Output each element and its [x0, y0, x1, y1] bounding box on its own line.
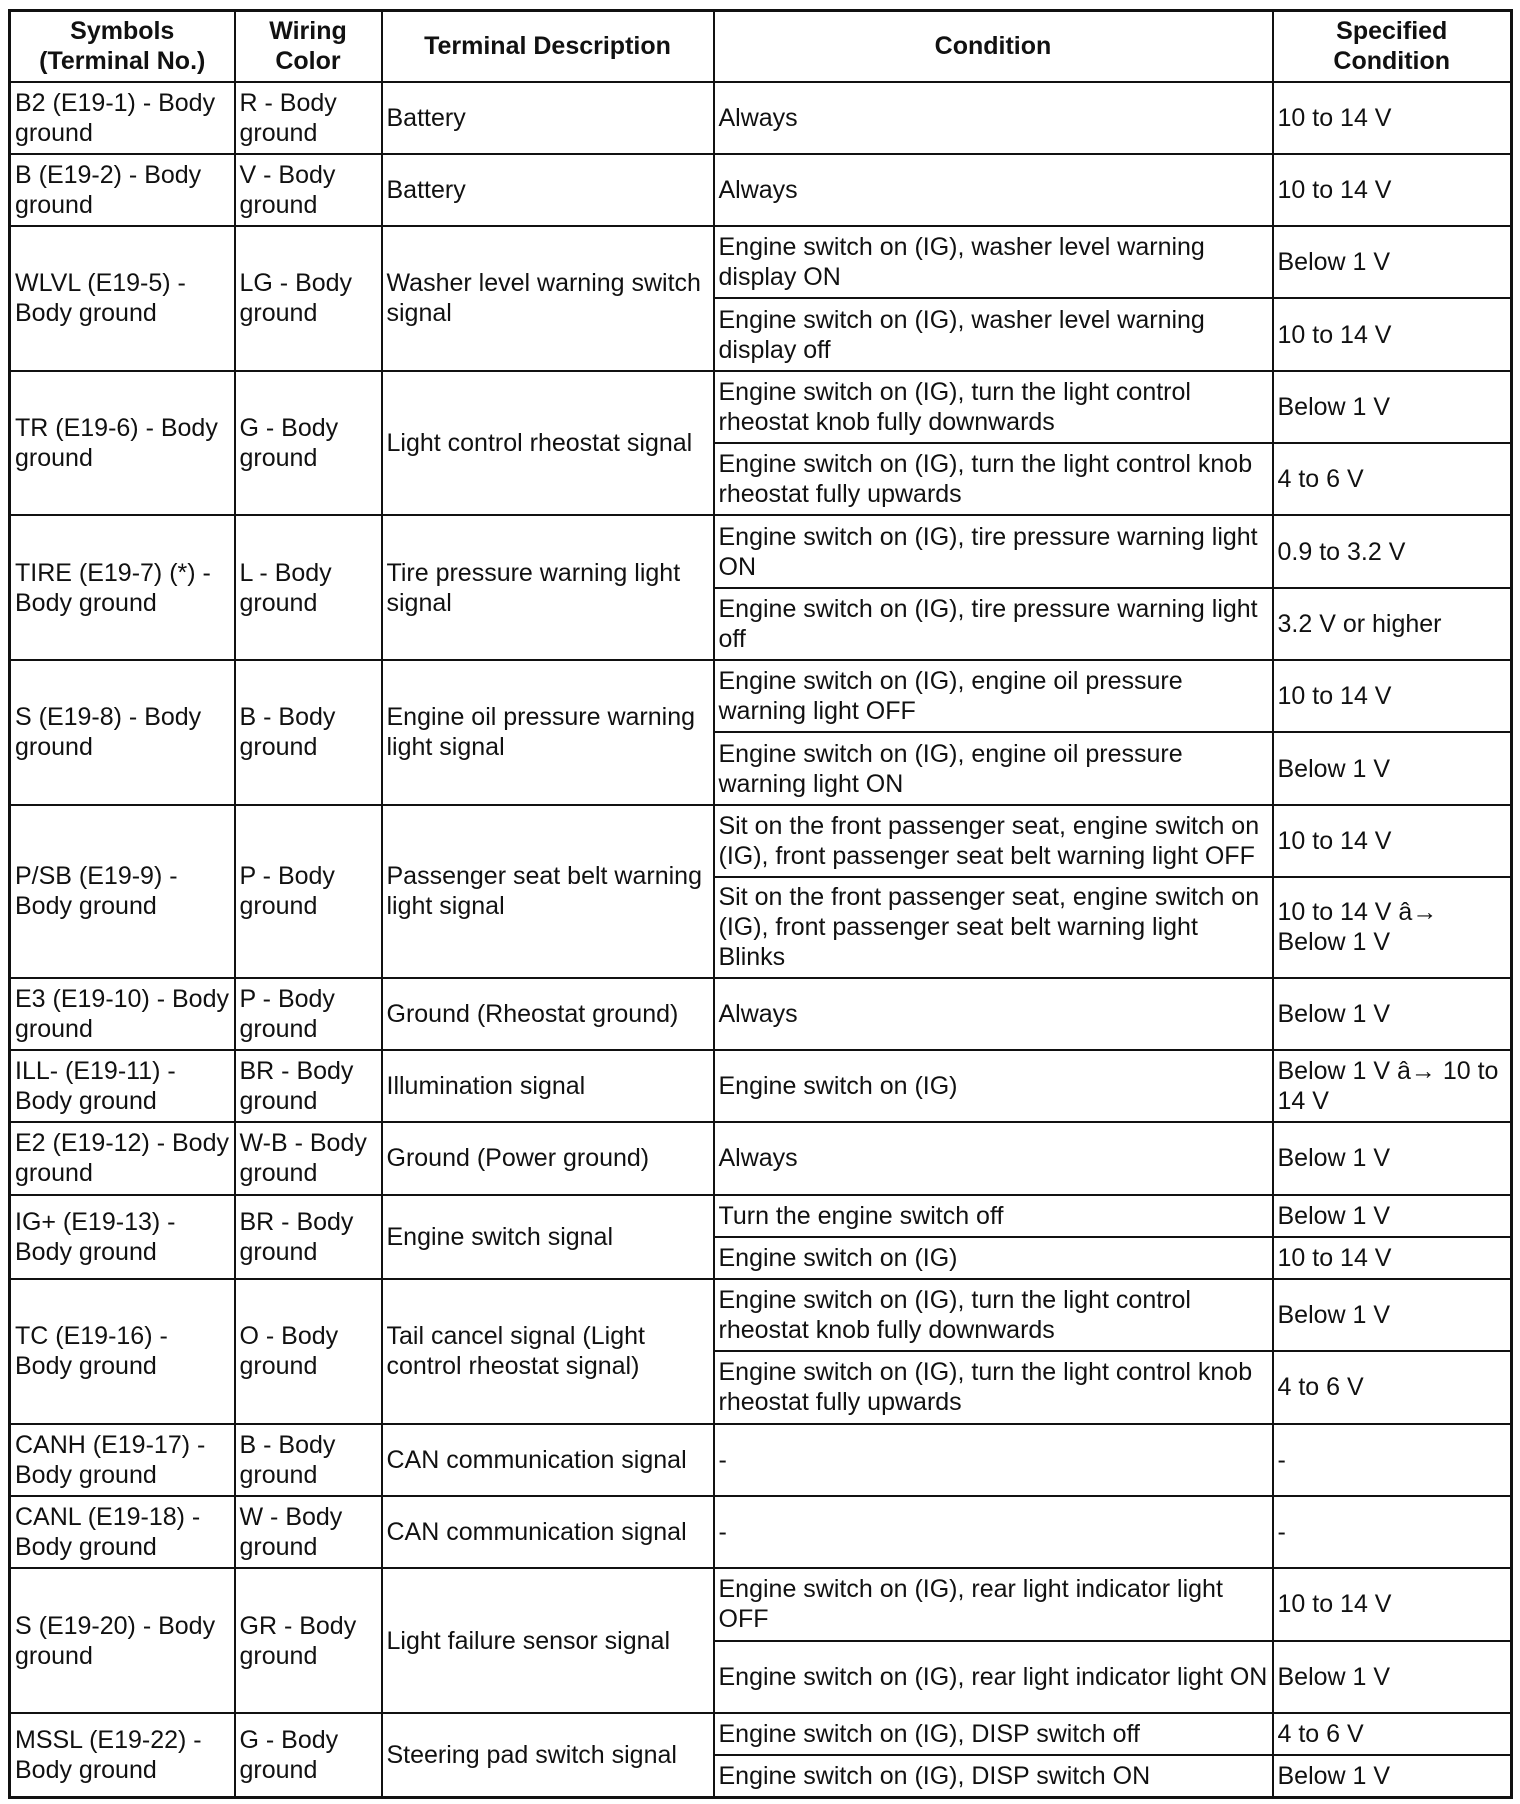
condition-cell: Engine switch on (IG), turn the light control rheostat knob fully downwards: [714, 371, 1273, 443]
symbol-cell: TC (E19-16) - Body ground: [10, 1279, 235, 1424]
table-row: [10, 1279, 1512, 1351]
specified-condition-cell: 4 to 6 V: [1273, 1713, 1512, 1755]
wiring-color-cell: R - Body ground: [235, 82, 382, 154]
symbol-cell: TIRE (E19-7) (*) - Body ground: [10, 515, 235, 660]
specified-condition-cell: 4 to 6 V: [1273, 1351, 1512, 1423]
header-row: [10, 11, 1512, 82]
symbol-cell: B (E19-2) - Body ground: [10, 154, 235, 226]
terminal-description-cell: Engine oil pressure warning light signal: [382, 660, 714, 805]
specified-condition-cell: Below 1 V: [1273, 1279, 1512, 1351]
symbol-cell: WLVL (E19-5) - Body ground: [10, 226, 235, 371]
condition-cell: Sit on the front passenger seat, engine switch on (IG), front passenger seat belt warning light Blinks: [714, 877, 1273, 977]
wiring-color-cell: B - Body ground: [235, 1424, 382, 1496]
header-terminal-description: Terminal Description: [382, 11, 714, 82]
terminal-description-cell: Light failure sensor signal: [382, 1568, 714, 1713]
terminal-description-cell: Steering pad switch signal: [382, 1713, 714, 1798]
terminal-description-cell: Tail cancel signal (Light control rheostat signal): [382, 1279, 714, 1424]
table-row: [10, 1122, 1512, 1194]
specified-condition-cell: 3.2 V or higher: [1273, 588, 1512, 660]
specified-condition-cell: 10 to 14 V: [1273, 805, 1512, 877]
terminal-description-cell: Light control rheostat signal: [382, 371, 714, 516]
terminal-description-cell: Battery: [382, 82, 714, 154]
terminal-description-cell: Illumination signal: [382, 1050, 714, 1122]
header-specified-condition: Specified Condition: [1273, 11, 1512, 82]
specified-condition-cell: Below 1 V â→ 10 to 14 V: [1273, 1050, 1512, 1122]
condition-cell: Engine switch on (IG), DISP switch off: [714, 1713, 1273, 1755]
table-row: [10, 1496, 1512, 1568]
specified-condition-cell: 10 to 14 V: [1273, 298, 1512, 370]
wiring-color-cell: P - Body ground: [235, 978, 382, 1050]
wiring-color-cell: LG - Body ground: [235, 226, 382, 371]
condition-cell: Engine switch on (IG), rear light indicator light ON: [714, 1641, 1273, 1713]
wiring-color-cell: V - Body ground: [235, 154, 382, 226]
specified-condition-cell: -: [1273, 1424, 1512, 1496]
wiring-color-cell: BR - Body ground: [235, 1050, 382, 1122]
table-row: [10, 154, 1512, 226]
specified-condition-cell: Below 1 V: [1273, 226, 1512, 298]
specified-condition-cell: 4 to 6 V: [1273, 443, 1512, 515]
specified-condition-cell: 10 to 14 V: [1273, 1237, 1512, 1279]
specified-condition-cell: Below 1 V: [1273, 371, 1512, 443]
condition-cell: Engine switch on (IG), turn the light control knob rheostat fully upwards: [714, 1351, 1273, 1423]
terminal-description-cell: Ground (Power ground): [382, 1122, 714, 1194]
specified-condition-cell: -: [1273, 1496, 1512, 1568]
specified-condition-cell: 10 to 14 V: [1273, 1568, 1512, 1640]
specified-condition-cell: 10 to 14 V â→ Below 1 V: [1273, 877, 1512, 977]
table-row: [10, 805, 1512, 877]
header-symbols: Symbols (Terminal No.): [10, 11, 235, 82]
condition-cell: Engine switch on (IG), engine oil pressure warning light OFF: [714, 660, 1273, 732]
wiring-color-cell: P - Body ground: [235, 805, 382, 978]
table-row: [10, 226, 1512, 298]
specified-condition-cell: Below 1 V: [1273, 1755, 1512, 1797]
specified-condition-cell: 10 to 14 V: [1273, 82, 1512, 154]
symbol-cell: E2 (E19-12) - Body ground: [10, 1122, 235, 1194]
wiring-color-cell: B - Body ground: [235, 660, 382, 805]
symbol-cell: CANL (E19-18) - Body ground: [10, 1496, 235, 1568]
wiring-color-cell: O - Body ground: [235, 1279, 382, 1424]
specified-condition-cell: Below 1 V: [1273, 1195, 1512, 1237]
condition-cell: Always: [714, 1122, 1273, 1194]
symbol-cell: P/SB (E19-9) - Body ground: [10, 805, 235, 978]
condition-cell: Engine switch on (IG), tire pressure warning light ON: [714, 515, 1273, 587]
condition-cell: Engine switch on (IG): [714, 1050, 1273, 1122]
table-row: [10, 978, 1512, 1050]
condition-cell: Engine switch on (IG), DISP switch ON: [714, 1755, 1273, 1797]
symbol-cell: IG+ (E19-13) - Body ground: [10, 1195, 235, 1279]
table-row: [10, 1195, 1512, 1237]
condition-cell: Engine switch on (IG), washer level warning display off: [714, 298, 1273, 370]
terminal-description-cell: Battery: [382, 154, 714, 226]
condition-cell: Sit on the front passenger seat, engine switch on (IG), front passenger seat belt warning light OFF: [714, 805, 1273, 877]
table-row: [10, 82, 1512, 154]
terminal-table: [8, 9, 1513, 1799]
symbol-cell: TR (E19-6) - Body ground: [10, 371, 235, 516]
specified-condition-cell: Below 1 V: [1273, 732, 1512, 804]
terminal-description-cell: Engine switch signal: [382, 1195, 714, 1279]
table-row: [10, 660, 1512, 732]
terminal-description-cell: Washer level warning switch signal: [382, 226, 714, 371]
condition-cell: Always: [714, 82, 1273, 154]
wiring-color-cell: G - Body ground: [235, 371, 382, 516]
specified-condition-cell: Below 1 V: [1273, 978, 1512, 1050]
specified-condition-cell: 0.9 to 3.2 V: [1273, 515, 1512, 587]
condition-cell: Engine switch on (IG), engine oil pressure warning light ON: [714, 732, 1273, 804]
specified-condition-cell: 10 to 14 V: [1273, 154, 1512, 226]
specified-condition-cell: Below 1 V: [1273, 1641, 1512, 1713]
table-row: [10, 515, 1512, 587]
table-row: [10, 1424, 1512, 1496]
specified-condition-cell: Below 1 V: [1273, 1122, 1512, 1194]
wiring-color-cell: W-B - Body ground: [235, 1122, 382, 1194]
specified-condition-cell: 10 to 14 V: [1273, 660, 1512, 732]
condition-cell: Turn the engine switch off: [714, 1195, 1273, 1237]
symbol-cell: B2 (E19-1) - Body ground: [10, 82, 235, 154]
terminal-description-cell: Ground (Rheostat ground): [382, 978, 714, 1050]
symbol-cell: S (E19-20) - Body ground: [10, 1568, 235, 1713]
symbol-cell: ILL- (E19-11) - Body ground: [10, 1050, 235, 1122]
wiring-color-cell: BR - Body ground: [235, 1195, 382, 1279]
condition-cell: Engine switch on (IG), washer level warning display ON: [714, 226, 1273, 298]
table-row: [10, 1050, 1512, 1122]
terminal-description-cell: Passenger seat belt warning light signal: [382, 805, 714, 978]
wiring-color-cell: G - Body ground: [235, 1713, 382, 1798]
header-wiring-color: Wiring Color: [235, 11, 382, 82]
condition-cell: -: [714, 1496, 1273, 1568]
condition-cell: Engine switch on (IG), rear light indicator light OFF: [714, 1568, 1273, 1640]
condition-cell: Always: [714, 978, 1273, 1050]
condition-cell: Always: [714, 154, 1273, 226]
terminal-description-cell: Tire pressure warning light signal: [382, 515, 714, 660]
table-row: [10, 371, 1512, 443]
wiring-color-cell: GR - Body ground: [235, 1568, 382, 1713]
symbol-cell: CANH (E19-17) - Body ground: [10, 1424, 235, 1496]
condition-cell: Engine switch on (IG), turn the light control rheostat knob fully downwards: [714, 1279, 1273, 1351]
condition-cell: -: [714, 1424, 1273, 1496]
terminal-description-cell: CAN communication signal: [382, 1496, 714, 1568]
wiring-color-cell: L - Body ground: [235, 515, 382, 660]
condition-cell: Engine switch on (IG), tire pressure warning light off: [714, 588, 1273, 660]
condition-cell: Engine switch on (IG): [714, 1237, 1273, 1279]
header-condition: Condition: [714, 11, 1273, 82]
terminal-description-cell: CAN communication signal: [382, 1424, 714, 1496]
table-row: [10, 1568, 1512, 1640]
wiring-color-cell: W - Body ground: [235, 1496, 382, 1568]
condition-cell: Engine switch on (IG), turn the light control knob rheostat fully upwards: [714, 443, 1273, 515]
symbol-cell: S (E19-8) - Body ground: [10, 660, 235, 805]
symbol-cell: MSSL (E19-22) - Body ground: [10, 1713, 235, 1798]
table-row: [10, 1713, 1512, 1755]
symbol-cell: E3 (E19-10) - Body ground: [10, 978, 235, 1050]
table-body: [10, 82, 1512, 1798]
